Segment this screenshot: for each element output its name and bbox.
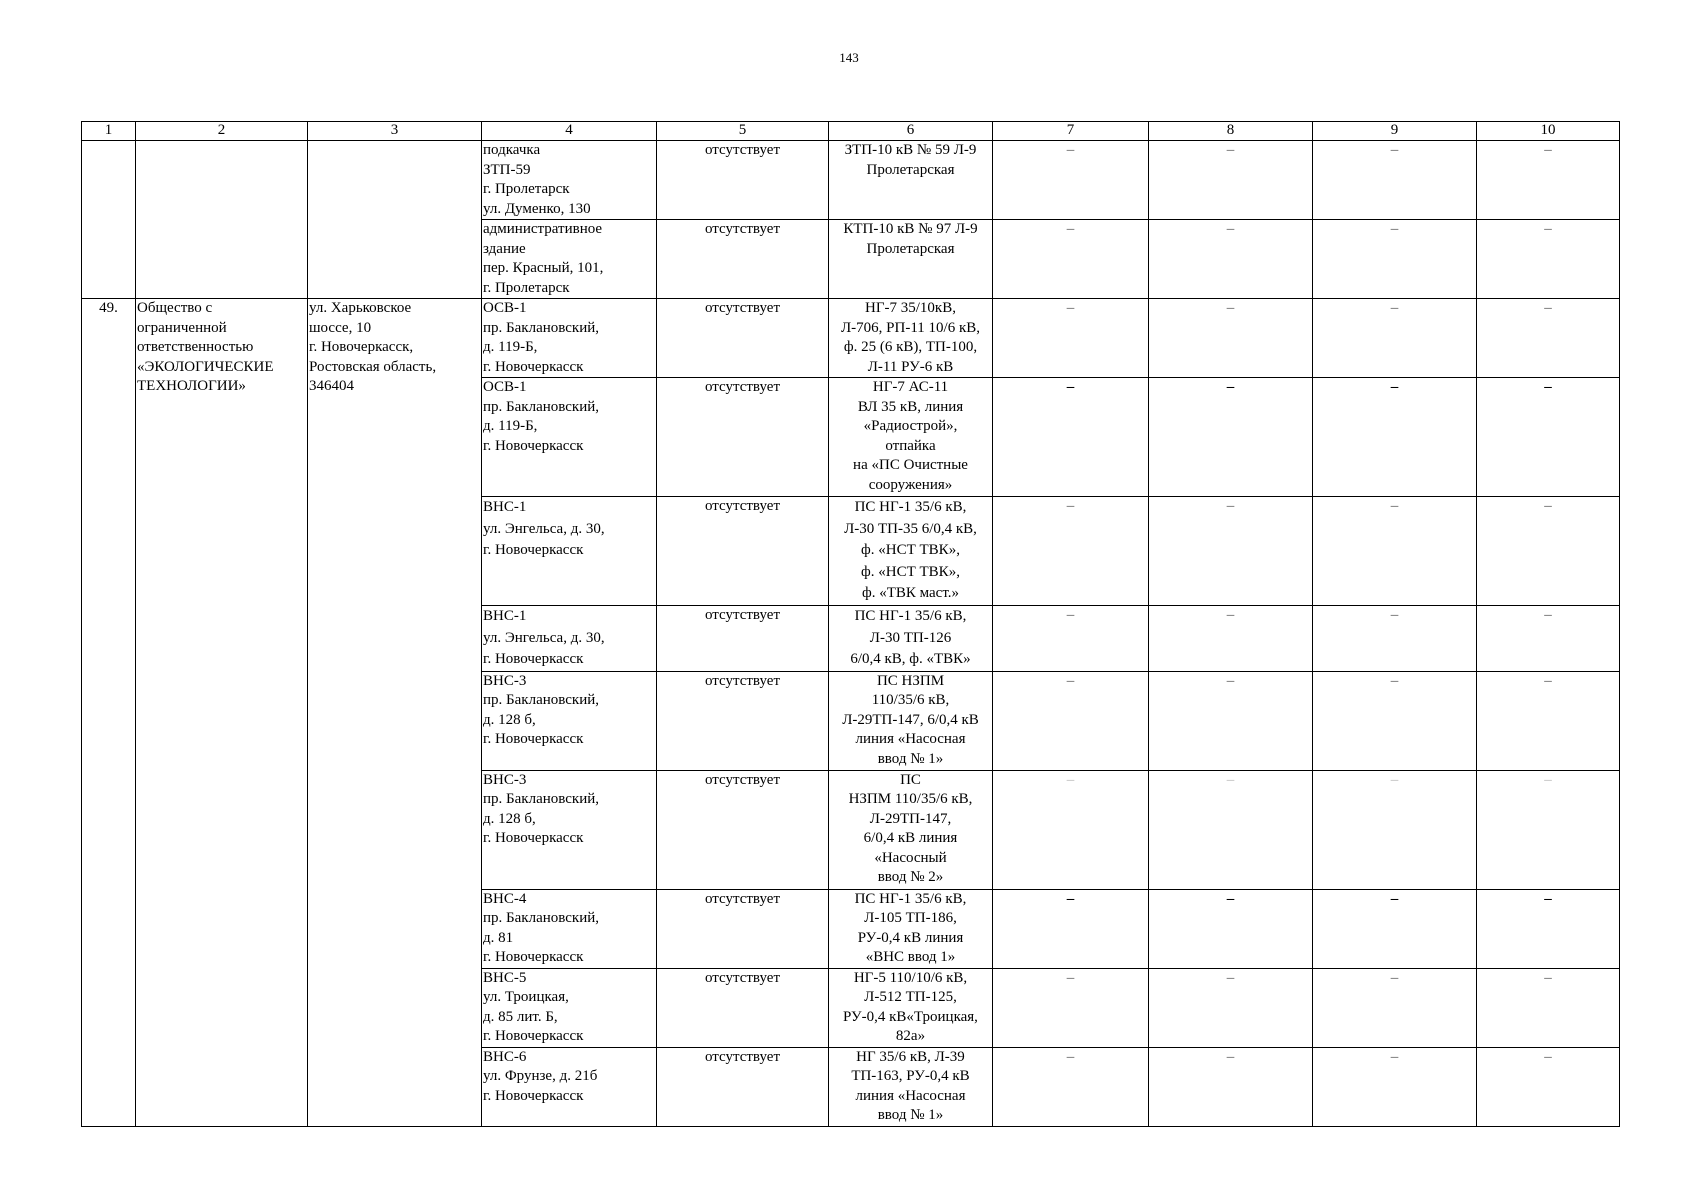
dash-cell: –	[993, 889, 1149, 968]
dash-cell: –	[1313, 299, 1477, 378]
object-cell: ВНС-5 ул. Троицкая, д. 85 лит. Б, г. Новочеркасск	[482, 968, 657, 1047]
object-cell: ВНС-3 пр. Баклановский, д. 128 б, г. Новочеркасск	[482, 770, 657, 889]
object-cell: ВНС-6 ул. Фрунзе, д. 21б г. Новочеркасск	[482, 1047, 657, 1126]
dash-cell: –	[1313, 1047, 1477, 1126]
dash-cell: –	[993, 299, 1149, 378]
table-row	[82, 141, 1620, 220]
col-header-10: 10	[1477, 122, 1620, 141]
dash-cell: –	[1313, 889, 1477, 968]
dash-cell: –	[1477, 220, 1620, 299]
col-header-4: 4	[482, 122, 657, 141]
data-table	[81, 121, 1620, 1127]
dash-cell: –	[1313, 378, 1477, 497]
dash-cell: –	[1477, 770, 1620, 889]
status-cell: отсутствует	[657, 606, 829, 672]
dash-cell: –	[1313, 141, 1477, 220]
status-cell: отсутствует	[657, 497, 829, 606]
dash-cell: –	[1477, 141, 1620, 220]
connection-cell: КТП-10 кВ № 97 Л-9 Пролетарская	[829, 220, 993, 299]
dash-cell: –	[1149, 141, 1313, 220]
dash-cell: –	[1149, 671, 1313, 770]
dash-cell: –	[993, 1047, 1149, 1126]
dash-cell: –	[993, 770, 1149, 889]
object-cell: ВНС-1 ул. Энгельса, д. 30, г. Новочеркасск	[482, 497, 657, 606]
org-number-cell: 49.	[82, 299, 136, 1127]
dash-cell: –	[1149, 606, 1313, 672]
connection-cell: НГ-5 110/10/6 кВ, Л-512 ТП-125, РУ-0,4 кВ«Троицкая, 82а»	[829, 968, 993, 1047]
col-header-1: 1	[82, 122, 136, 141]
dash-cell: –	[1149, 220, 1313, 299]
page-number: 143	[839, 50, 859, 65]
dash-cell: –	[1477, 606, 1620, 672]
connection-cell: ПС НЗПМ 110/35/6 кВ, Л-29ТП-147, 6/0,4 кВ линия «Насосный ввод № 2»	[829, 770, 993, 889]
dash-cell: –	[1477, 889, 1620, 968]
status-cell: отсутствует	[657, 889, 829, 968]
object-cell: ВНС-1 ул. Энгельса, д. 30, г. Новочеркасск	[482, 606, 657, 672]
dash-cell: –	[1149, 889, 1313, 968]
dash-cell: –	[1149, 378, 1313, 497]
org-address-cell: ул. Харьковское шоссе, 10 г. Новочеркасск, Ростовская область, 346404	[308, 299, 482, 1127]
col-header-2: 2	[136, 122, 308, 141]
empty-address-cell	[308, 141, 482, 299]
dash-cell: –	[1477, 378, 1620, 497]
connection-cell: ЗТП-10 кВ № 59 Л-9 Пролетарская	[829, 141, 993, 220]
dash-cell: –	[993, 497, 1149, 606]
empty-org-cell	[136, 141, 308, 299]
empty-num-cell	[82, 141, 136, 299]
connection-cell: ПС НГ-1 35/6 кВ, Л-105 ТП-186, РУ-0,4 кВ линия «ВНС ввод 1»	[829, 889, 993, 968]
dash-cell: –	[1313, 671, 1477, 770]
dash-cell: –	[1477, 968, 1620, 1047]
table-row	[82, 299, 1620, 378]
status-cell: отсутствует	[657, 220, 829, 299]
dash-cell: –	[993, 671, 1149, 770]
status-cell: отсутствует	[657, 968, 829, 1047]
object-cell: административное здание пер. Красный, 101, г. Пролетарск	[482, 220, 657, 299]
object-cell: ВНС-4 пр. Баклановский, д. 81 г. Новочеркасск	[482, 889, 657, 968]
col-header-8: 8	[1149, 122, 1313, 141]
connection-cell: ПС НГ-1 35/6 кВ, Л-30 ТП-126 6/0,4 кВ, ф. «ТВК»	[829, 606, 993, 672]
col-header-6: 6	[829, 122, 993, 141]
status-cell: отсутствует	[657, 299, 829, 378]
connection-cell: НГ-7 35/10кВ, Л-706, РП-11 10/6 кВ, ф. 25 (6 кВ), ТП-100, Л-11 РУ-6 кВ	[829, 299, 993, 378]
object-cell: подкачка ЗТП-59 г. Пролетарск ул. Думенко, 130	[482, 141, 657, 220]
object-cell: ВНС-3 пр. Баклановский, д. 128 б, г. Новочеркасск	[482, 671, 657, 770]
status-cell: отсутствует	[657, 1047, 829, 1126]
status-cell: отсутствует	[657, 770, 829, 889]
dash-cell: –	[1313, 968, 1477, 1047]
dash-cell: –	[1477, 1047, 1620, 1126]
dash-cell: –	[1149, 497, 1313, 606]
dash-cell: –	[1149, 968, 1313, 1047]
connection-cell: НГ 35/6 кВ, Л-39 ТП-163, РУ-0,4 кВ линия «Насосная ввод № 1»	[829, 1047, 993, 1126]
dash-cell: –	[993, 606, 1149, 672]
status-cell: отсутствует	[657, 378, 829, 497]
object-cell: ОСВ-1 пр. Баклановский, д. 119-Б, г. Новочеркасск	[482, 299, 657, 378]
connection-cell: НГ-7 АС-11 ВЛ 35 кВ, линия «Радиострой», отпайка на «ПС Очистные сооружения»	[829, 378, 993, 497]
status-cell: отсутствует	[657, 141, 829, 220]
dash-cell: –	[993, 378, 1149, 497]
dash-cell: –	[1313, 220, 1477, 299]
object-cell: ОСВ-1 пр. Баклановский, д. 119-Б, г. Новочеркасск	[482, 378, 657, 497]
dash-cell: –	[993, 141, 1149, 220]
col-header-7: 7	[993, 122, 1149, 141]
dash-cell: –	[1477, 497, 1620, 606]
status-cell: отсутствует	[657, 671, 829, 770]
dash-cell: –	[1313, 606, 1477, 672]
dash-cell: –	[1149, 299, 1313, 378]
dash-cell: –	[1313, 497, 1477, 606]
org-name-cell: Общество с ограниченной ответственностью «ЭКОЛОГИЧЕСКИЕ ТЕХНОЛОГИИ»	[136, 299, 308, 1127]
col-header-3: 3	[308, 122, 482, 141]
dash-cell: –	[1149, 1047, 1313, 1126]
col-header-5: 5	[657, 122, 829, 141]
dash-cell: –	[1313, 770, 1477, 889]
connection-cell: ПС НГ-1 35/6 кВ, Л-30 ТП-35 6/0,4 кВ, ф. «НСТ ТВК», ф. «НСТ ТВК», ф. «ТВК маст.»	[829, 497, 993, 606]
connection-cell: ПС НЗПМ 110/35/6 кВ, Л-29ТП-147, 6/0,4 кВ линия «Насосная ввод № 1»	[829, 671, 993, 770]
dash-cell: –	[1149, 770, 1313, 889]
dash-cell: –	[1477, 299, 1620, 378]
dash-cell: –	[1477, 671, 1620, 770]
dash-cell: –	[993, 968, 1149, 1047]
col-header-9: 9	[1313, 122, 1477, 141]
column-number-row	[82, 122, 1620, 141]
dash-cell: –	[993, 220, 1149, 299]
